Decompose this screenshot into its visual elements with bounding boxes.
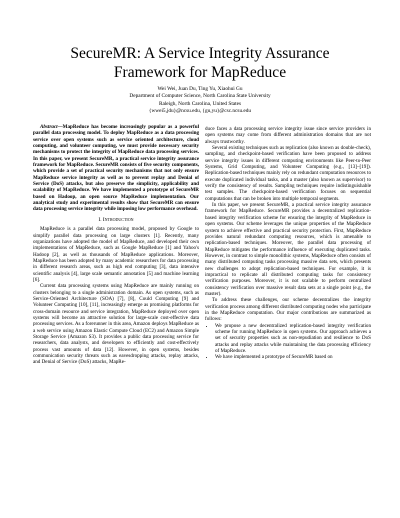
contribution-item: • We have implemented a prototype of SecureMR based on [215,354,371,360]
intro-paragraph-1: MapReduce is a parallel data processing model, proposed by Google to simplify parallel data processing on large clusters [1]. Recently, many organizations have adopted the model of MapReduce, and developed their own implementations of MapReduce, such as Google MapReduce [1] and Yahoo's Hadoop [2], as well as thousands of MapReduce applications. Moreover, MapReduce has been adopted by many academic researchers for data processing in different research areas, such as high end computing [3], data intensive scientific analysis [4], large scale semantic annotation [5] and machine learning [6]. [33,226,199,283]
affiliation-location: Raleigh, North Carolina, United States [158,100,242,107]
left-column [33,124,199,366]
contributions-list [205,323,371,361]
abstract [33,124,199,213]
affiliation-department: Department of Computer Science, North Carolina State University [129,93,271,100]
abstract-label: Abstract [40,124,58,130]
author-names: Wei Wei, Juan Du, Ting Yu, Xiaohui Gu [157,86,243,92]
right-paragraph-3: In this paper, we present SecureMR, a practical service integrity assurance framework for MapReduce. SecureMR provides a decentralized replication-based integrity verification scheme for ensuring the integrity of MapReduce in open systems. Our scheme leverages the unique properties of the MapReduce system to achieve effective and practical security protection. First, MapReduce provides natural redundant computing resources, which is amenable to replication-based techniques. Moreover, the parallel data processing of MapReduce mitigates the performance influence of executing duplicated tasks. However, in contrast to simple monolithic systems, MapReduce often consists of many distributed computing tasks processing massive data sets, which presents new challenges to adopt replication-based techniques. For example, it is impractical to replicate all distributed computing tasks for consistency verification purposes. Moreover, it is not scalable to perform centralized consistency verification over massive result data sets at a single point (e.g., the master). [205,202,371,297]
paper-title [0,44,400,82]
title-line-1: SecureMR: A Service Integrity Assurance [70,45,330,62]
right-paragraph-4: To address these challenges, our scheme decentralizes the integrity verification process among different distributed computing nodes who participate in the MapReduce computation. Our major contributions are summarized as follows: [205,297,371,323]
right-column [205,126,371,361]
intro-paragraph-2: Current data processing systems using MapReduce are mainly running on clusters belonging to a single administration domain. As open systems, such as Service-Oriented Architecture (SOA) [7], [8], Could Computing [9] and Volunteer Computing [10], [11], increasingly emerge as promising platforms for cross-domain resource and service integration, MapReduce deployed over open systems will become an attractive solution for large-scale cost-effective data processing services. As a forerunner in this area, Amazon deploys MapReduce as a web service using Amazon Elastic Compute Cloud (EC2) and Amazon Simple Storage Service (Amazon S3). It provides a public data processing service for researchers, data analysts, and developers to efficiently and cost-effectively process vast amounts of data [12]. However, in open systems, besides communication security threats such as eavesdropping attacks, replay attacks, and Denial of Service (DoS) attacks, MapRe- [33,283,199,366]
section-heading-introduction: I. Introduction [98,216,134,223]
title-line-2: Framework for MapReduce [113,64,287,81]
right-paragraph-2: Several existing techniques such as replication (also known as double-check), sampling, and checkpoint-based verification have been proposed to address service integrity issues in different computing environments like Peer-to-Peer Systems, Grid Computing, and Volunteer Computing (e.g., [13]–[19]). Replication-based techniques mainly rely on redundant computation resources to execute duplicated individual tasks, and a master (also known as supervisor) to verify the consistency of results. Sampling techniques require indistinguishable test samples. The checkpoint-based verification focuses on sequential computations that can be broken into multiple temporal segments. [205,145,371,202]
contribution-item: • We propose a new decentralized replication-based integrity verification scheme for running MapReduce in open systems. Our approach achieves a set of security properties such as non-repudiation and resilience to DoS attacks and replay attacks while maintaining the data processing efficiency of MapReduce. [215,323,371,355]
abstract-text: —MapReduce has become increasingly popular as a powerful parallel data processing model. To deploy MapReduce as a data processing service over open systems such as service oriented architecture, cloud computing, and volunteer computing, we must provide necessary security mechanisms to protect the integrity of MapReduce data processing services. In this paper, we present SecureMR, a practical service integrity assurance framework for MapReduce. SecureMR consists of five security components, which provide a set of practical security mechanisms that not only ensure MapReduce service integrity as well as to prevent replay and Denial of Service (DoS) attacks, but also preserve the simplicity, applicability and scalability of MapReduce. We have implemented a prototype of SecureMR based on Hadoop, an open source MapReduce implementation. Our analytical study and experimental results show that SecureMR can ensure data processing service integrity while imposing low performance overhead. [33,124,199,213]
right-paragraph-1: duce faces a data processing service integrity issue since service providers in open systems may come from different administration domains that are not always trustworthy. [205,126,371,145]
author-emails: {wwei5,jdu}@ncsu.edu, {gu,yu}@csc.ncsu.edu [148,108,252,115]
author-block [0,86,400,116]
